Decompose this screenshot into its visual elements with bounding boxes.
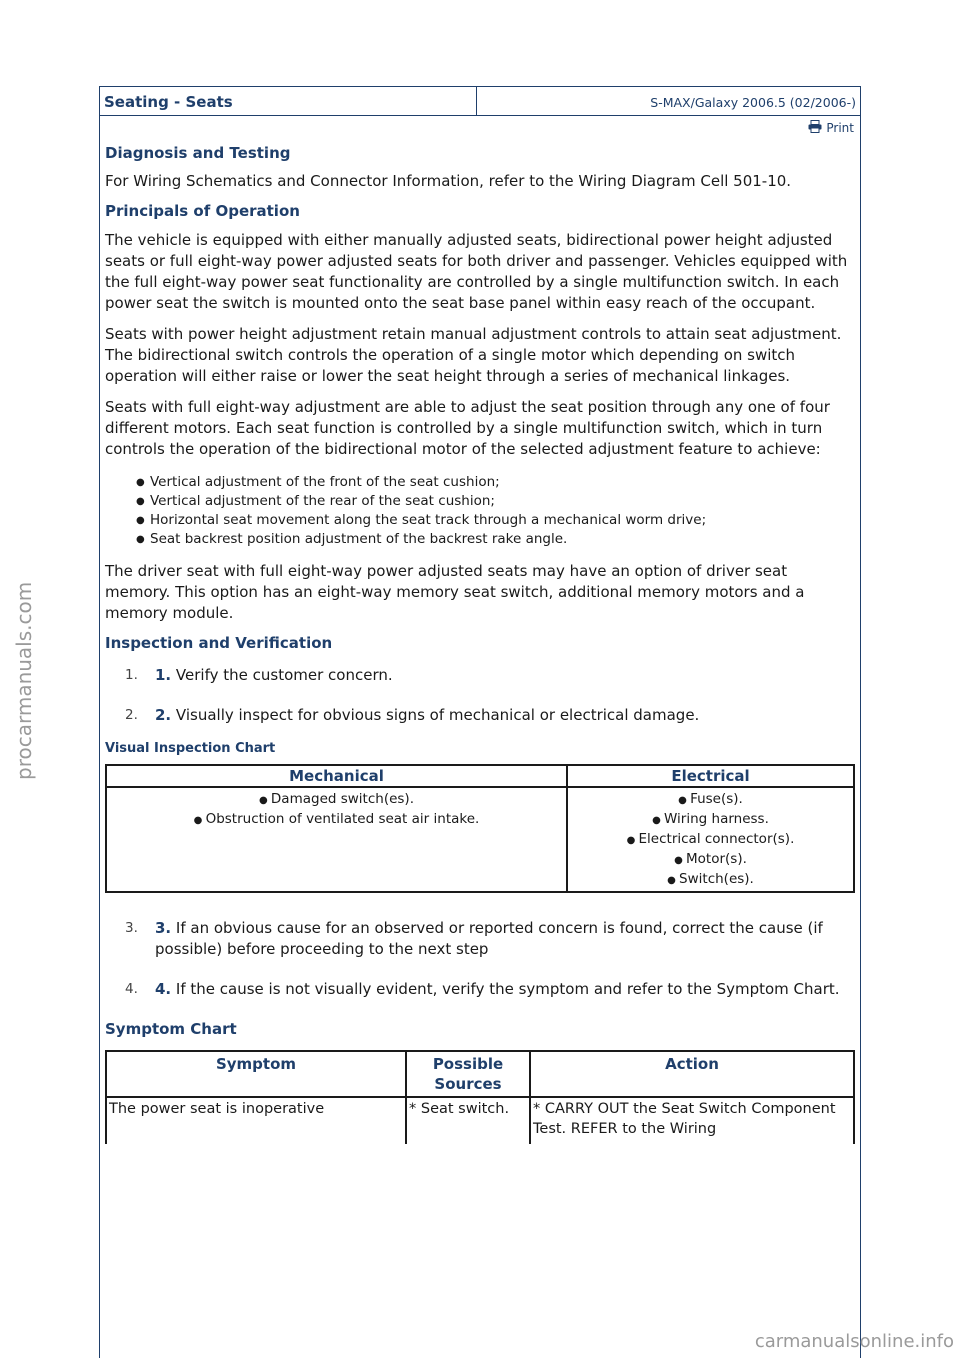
electrical-cell xyxy=(567,787,854,892)
step-2: 2. 2. Visually inspect for obvious signs of mechanical or electrical damage. xyxy=(125,706,700,724)
visual-inspection-table xyxy=(105,764,855,893)
principles-para-1: The vehicle is equipped with either manually adjusted seats, bidirectional power height adjusted seats or full eight-way power adjusted seats for both driver and passenger. Vehicles equipped with the full eight-way power seat functionality are controlled by a single multifunction switch. In each power seat the switch is mounted onto the seat base panel within easy reach of the occupant. xyxy=(105,231,848,312)
list-item: ● Fuse(s). xyxy=(568,790,853,810)
memory-para: The driver seat with full eight-way power adjusted seats may have an option of driver seat memory. This option has an eight-way memory seat switch, additional memory motors and a memory module. xyxy=(105,562,805,622)
principles-para-3: Seats with full eight-way adjustment are able to adjust the seat position through any one of four different motors. Each seat function is controlled by a single multifunction switch, which in turn controls the operation of the bidirectional motor of the selected adjustment feature to achieve: xyxy=(105,398,830,458)
list-item: ● Wiring harness. xyxy=(568,810,853,830)
list-item: ● Electrical connector(s). xyxy=(568,830,853,850)
document-page xyxy=(99,86,861,1358)
footer-watermark: carmanualsonline.info xyxy=(754,1331,954,1352)
wiring-reference: For Wiring Schematics and Connector Information, refer to the Wiring Diagram Cell 501-10. xyxy=(105,172,792,190)
list-item: ● Motor(s). xyxy=(568,850,853,870)
visual-chart-title: Visual Inspection Chart xyxy=(105,741,276,756)
list-item: ● Seat backrest position adjustment of the backrest rake angle. xyxy=(150,530,855,549)
mechanical-cell xyxy=(106,787,567,892)
principles-para-2: Seats with power height adjustment retain manual adjustment controls to attain seat adjustment. The bidirectional switch controls the operation of a single motor which depending on switch operation will either raise or lower the seat height through a series of mechanical linkages. xyxy=(105,325,842,385)
printer-icon xyxy=(808,120,822,136)
list-item: ● Damaged switch(es). xyxy=(107,790,566,810)
list-item: ● Horizontal seat movement along the seat track through a mechanical worm drive; xyxy=(150,511,855,530)
col-symptom: Symptom xyxy=(106,1051,406,1097)
side-watermark: procarmanuals.com xyxy=(12,581,36,780)
step-3: 3. 3. If an obvious cause for an observed or reported concern is found, correct the cause (if possible) before proceeding to the next step xyxy=(125,919,823,958)
list-item: ● Vertical adjustment of the rear of the seat cushion; xyxy=(150,492,855,511)
list-item: ● Vertical adjustment of the front of the seat cushion; xyxy=(150,473,855,492)
col-action: Action xyxy=(530,1051,854,1097)
table-row xyxy=(106,1097,854,1144)
symptom-cell: The power seat is inoperative xyxy=(106,1097,406,1144)
col-electrical: Electrical xyxy=(567,765,854,787)
model-label: S-MAX/Galaxy 2006.5 (02/2006-) xyxy=(650,95,856,110)
col-sources: Possible Sources xyxy=(406,1051,530,1097)
col-mechanical: Mechanical xyxy=(106,765,567,787)
list-item: ● Switch(es). xyxy=(568,870,853,890)
print-label: Print xyxy=(826,121,854,135)
diagnosis-heading: Diagnosis and Testing xyxy=(105,144,291,162)
print-button[interactable] xyxy=(808,120,854,136)
header-bar xyxy=(100,86,860,116)
step-4: 4. 4. If the cause is not visually evident, verify the symptom and refer to the Symptom Chart. xyxy=(125,980,840,998)
action-cell: * CARRY OUT the Seat Switch Component Test. REFER to the Wiring xyxy=(530,1097,854,1144)
content xyxy=(105,142,855,1144)
source-cell: * Seat switch. xyxy=(406,1097,530,1144)
inspection-heading: Inspection and Verification xyxy=(105,634,333,652)
step-1: 1. 1. Verify the customer concern. xyxy=(125,666,393,684)
list-item: ● Obstruction of ventilated seat air intake. xyxy=(107,810,566,830)
symptom-table xyxy=(105,1050,855,1144)
symptom-heading: Symptom Chart xyxy=(105,1020,237,1038)
page-title: Seating - Seats xyxy=(100,87,477,115)
adjustment-list xyxy=(105,473,855,549)
principles-heading: Principals of Operation xyxy=(105,202,300,220)
